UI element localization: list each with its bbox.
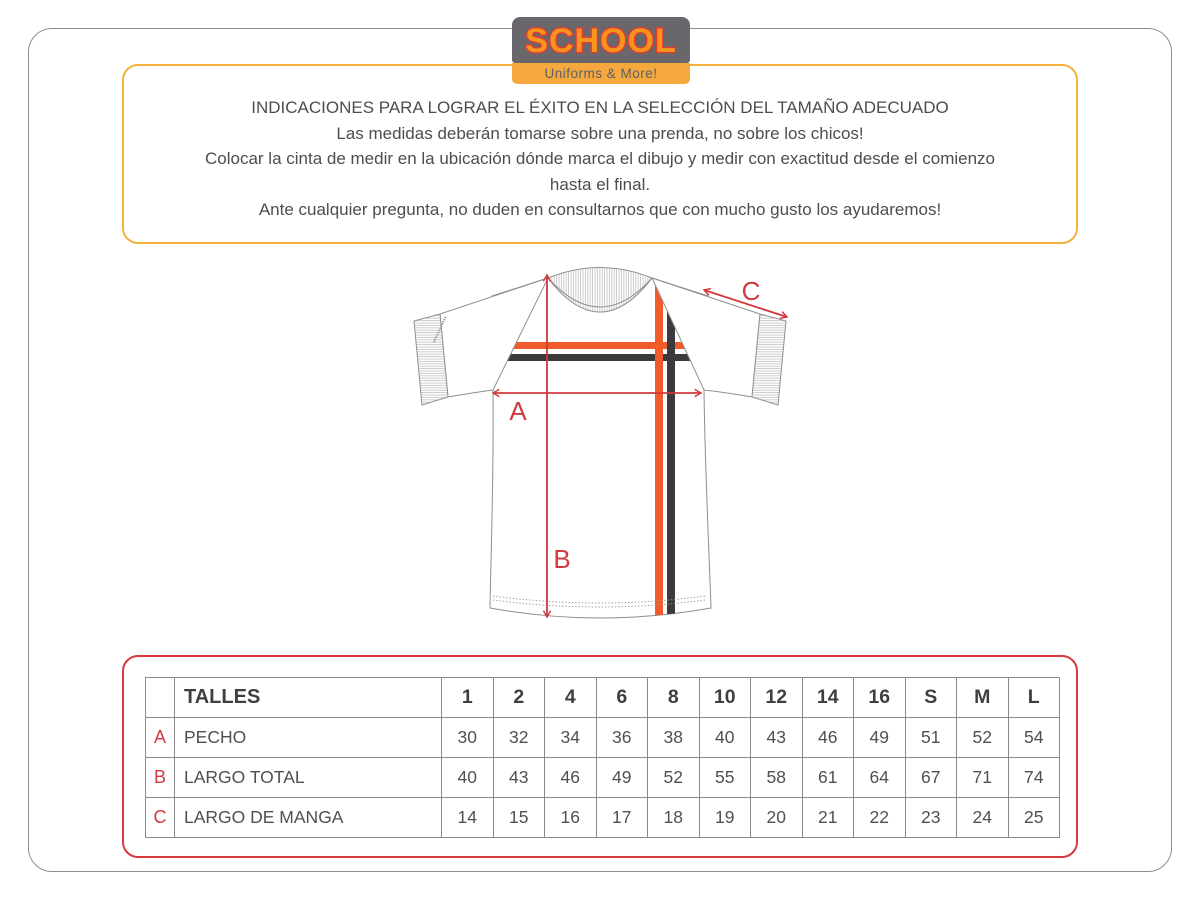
size-header-cell: 6 [596, 678, 648, 718]
size-header-cell: 1 [442, 678, 494, 718]
value-cell: 43 [751, 718, 803, 758]
value-cell: 61 [802, 758, 854, 798]
value-cell: 67 [905, 758, 957, 798]
value-cell: 52 [957, 718, 1009, 758]
instruction-line: Las medidas deberán tomarse sobre una prenda, no sobre los chicos! [336, 123, 864, 143]
size-header-cell: 12 [751, 678, 803, 718]
logo-title: SCHOOL [525, 22, 677, 60]
logo-subtitle-band [512, 63, 690, 84]
value-cell: 18 [648, 798, 700, 838]
value-cell: 20 [751, 798, 803, 838]
tshirt-measurement-diagram [390, 250, 810, 640]
value-cell: 14 [442, 798, 494, 838]
row-letter-cell: A [146, 718, 175, 758]
size-header-cell: M [957, 678, 1009, 718]
measure-label-a: A [509, 396, 527, 426]
row-label-cell: PECHO [175, 718, 442, 758]
instruction-line: Colocar la cinta de medir en la ubicación dónde marca el dibujo y medir con exactitud desde el comienzo [205, 149, 995, 169]
value-cell: 17 [596, 798, 648, 838]
row-letter-cell: B [146, 758, 175, 798]
value-cell: 64 [854, 758, 906, 798]
value-cell: 52 [648, 758, 700, 798]
table-title-cell: TALLES [175, 678, 442, 718]
value-cell: 34 [545, 718, 597, 758]
vertical-dark-stripe [667, 276, 675, 626]
size-header-cell: 8 [648, 678, 700, 718]
size-header-cell: 16 [854, 678, 906, 718]
table-row [146, 718, 1060, 758]
value-cell: 58 [751, 758, 803, 798]
logo-title-plate [512, 17, 690, 63]
value-cell: 30 [442, 718, 494, 758]
value-cell: 71 [957, 758, 1009, 798]
value-cell: 38 [648, 718, 700, 758]
size-header-cell: S [905, 678, 957, 718]
value-cell: 25 [1008, 798, 1060, 838]
value-cell: 15 [493, 798, 545, 838]
value-cell: 51 [905, 718, 957, 758]
value-cell: 16 [545, 798, 597, 838]
value-cell: 22 [854, 798, 906, 838]
size-table-header-row [146, 678, 1060, 718]
value-cell: 43 [493, 758, 545, 798]
size-header-cell: 2 [493, 678, 545, 718]
table-row [146, 758, 1060, 798]
horizontal-dark-stripe [485, 354, 717, 361]
value-cell: 40 [699, 718, 751, 758]
value-cell: 49 [854, 718, 906, 758]
measure-label-c: C [741, 276, 761, 306]
value-cell: 55 [699, 758, 751, 798]
vertical-orange-stripe [655, 276, 663, 626]
value-cell: 40 [442, 758, 494, 798]
value-cell: 74 [1008, 758, 1060, 798]
instruction-line: hasta el final. [549, 174, 651, 194]
size-table [145, 677, 1060, 838]
instructions-box [122, 64, 1078, 244]
value-cell: 49 [596, 758, 648, 798]
value-cell: 19 [699, 798, 751, 838]
size-header-cell: 10 [699, 678, 751, 718]
row-letter-cell: C [146, 798, 175, 838]
value-cell: 23 [905, 798, 957, 838]
logo-title-svg [512, 17, 690, 63]
instruction-line: Ante cualquier pregunta, no duden en consultarnos que con mucho gusto los ayudaremos! [258, 200, 942, 220]
row-label-cell: LARGO DE MANGA [175, 798, 442, 838]
value-cell: 54 [1008, 718, 1060, 758]
value-cell: 24 [957, 798, 1009, 838]
table-row [146, 798, 1060, 838]
size-header-cell: L [1008, 678, 1060, 718]
value-cell: 46 [545, 758, 597, 798]
size-table-box [122, 655, 1078, 858]
value-cell: 36 [596, 718, 648, 758]
size-header-cell: 4 [545, 678, 597, 718]
value-cell: 46 [802, 718, 854, 758]
corner-cell [146, 678, 175, 718]
measure-label-b: B [553, 544, 571, 574]
row-label-cell: LARGO TOTAL [175, 758, 442, 798]
size-header-cell: 14 [802, 678, 854, 718]
school-logo [512, 17, 690, 84]
instructions-title: INDICACIONES PARA LOGRAR EL ÉXITO EN LA SELECCIÓN DEL TAMAÑO ADECUADO [251, 98, 949, 118]
logo-subtitle: Uniforms & More! [544, 66, 658, 81]
value-cell: 21 [802, 798, 854, 838]
value-cell: 32 [493, 718, 545, 758]
